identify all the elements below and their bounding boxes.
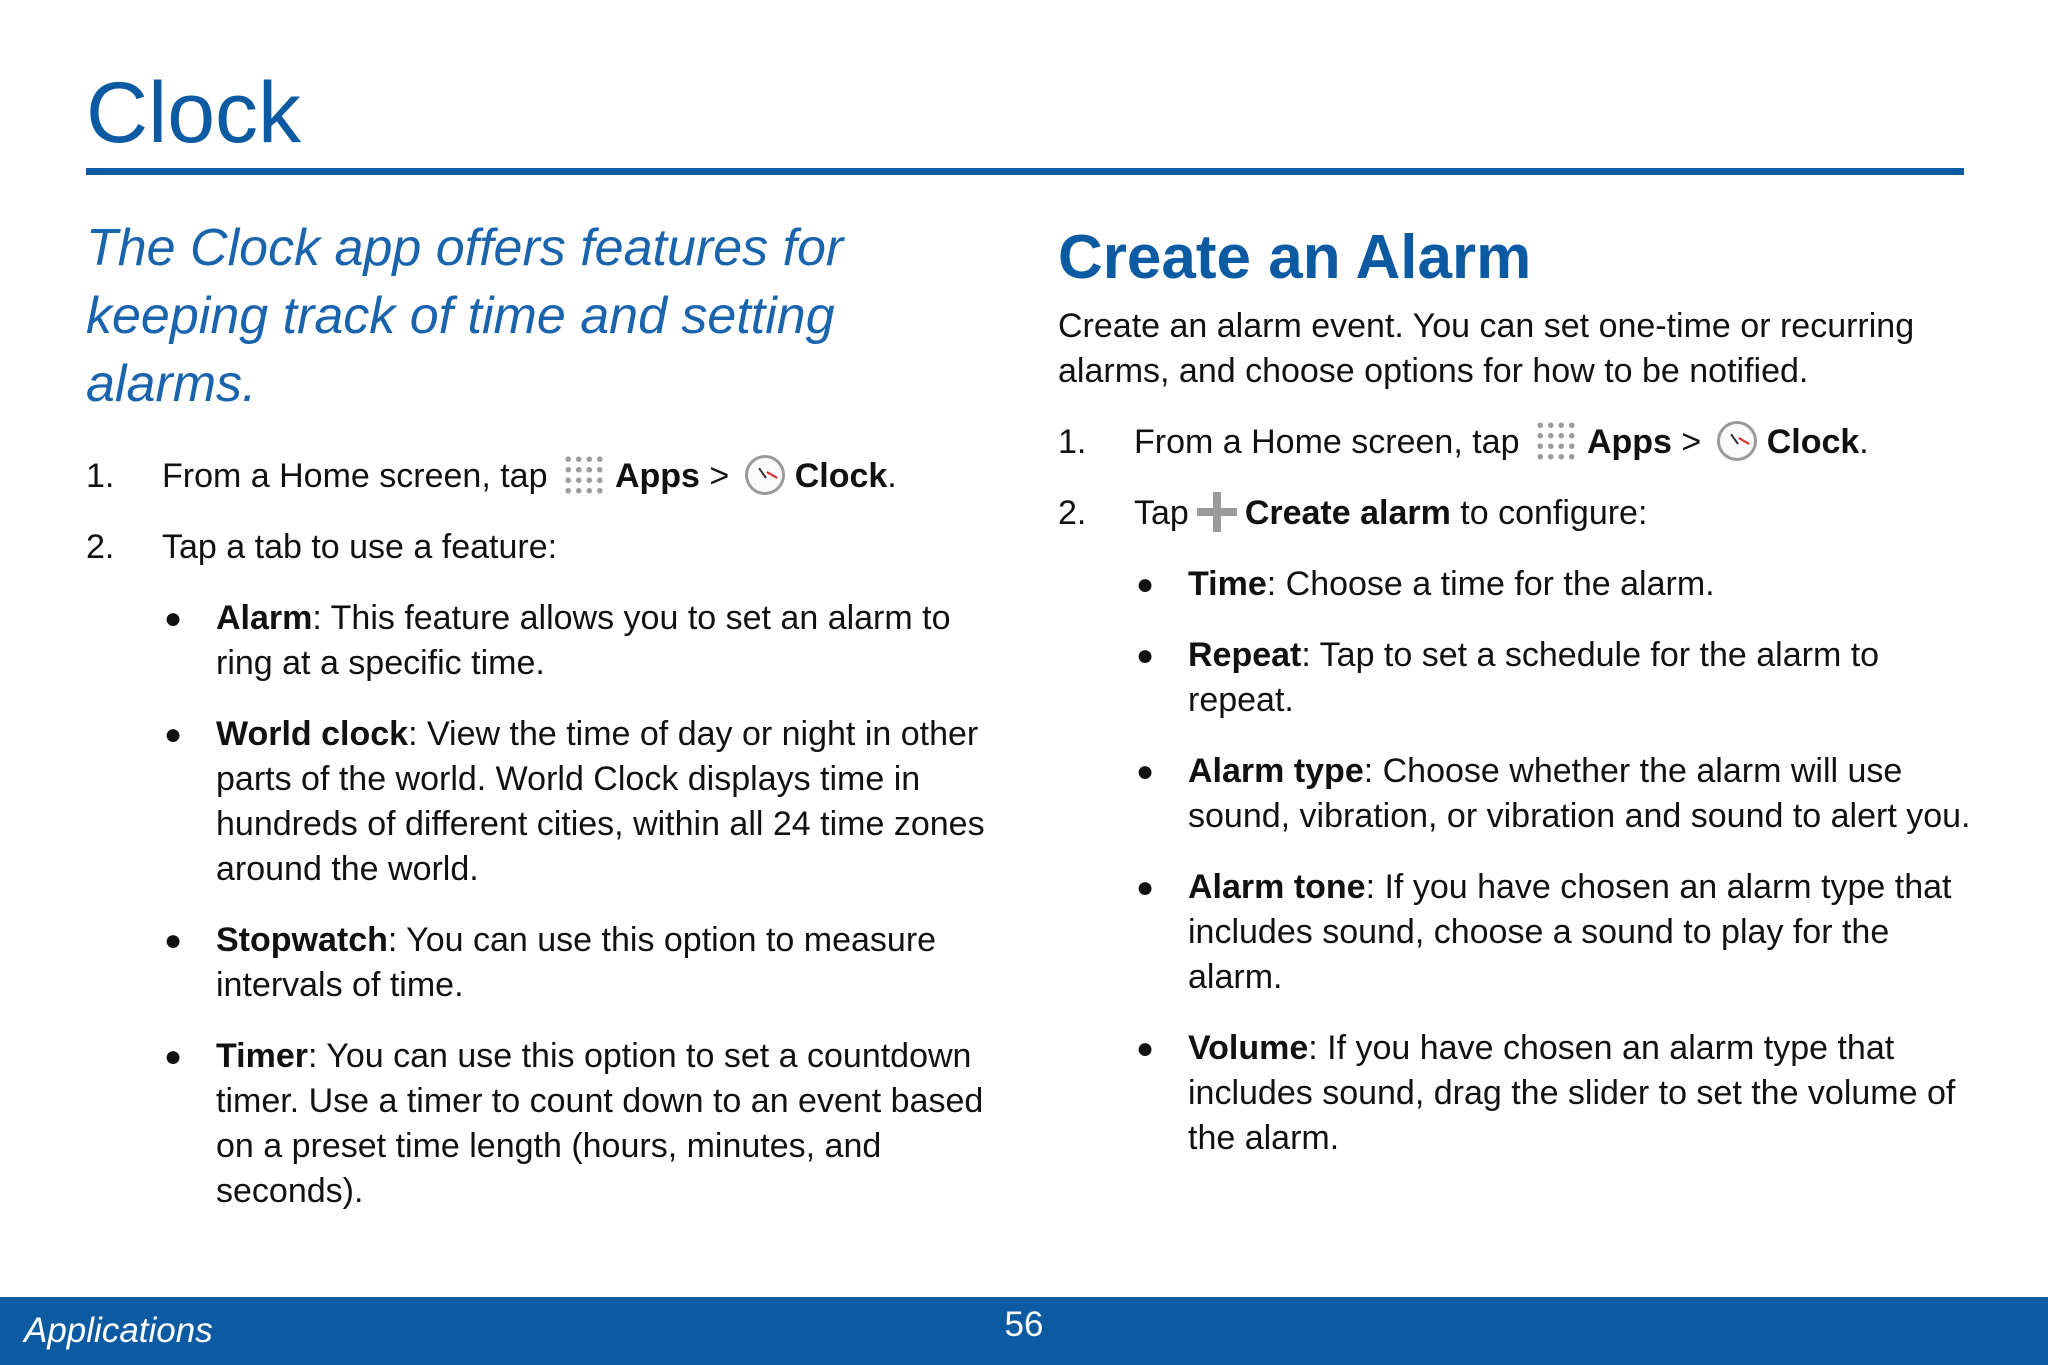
bullet-icon: ● — [164, 1040, 183, 1074]
term-description: : You can use this option to set a countdown timer. Use a timer to count down to an event based on a preset time length (hours, minutes, and seconds). — [216, 1037, 984, 1211]
alarm-options-list — [1134, 562, 1978, 1161]
term-description: : You can use this option to measure intervals of time. — [216, 921, 937, 1005]
bullet-icon: ● — [1136, 568, 1155, 602]
section-description: Create an alarm event. You can set one-time or recurring alarms, and choose options for how to be notified. — [1058, 307, 1915, 390]
step-text: From a Home screen, tap — [162, 457, 548, 495]
term: Stopwatch — [216, 921, 388, 960]
apps-label: Apps — [1586, 423, 1672, 461]
term-description: : Choose whether the alarm will use sound, vibration, or vibration and sound to alert you. — [1188, 752, 1971, 836]
list-item — [162, 712, 1006, 892]
right-step-1 — [1058, 420, 1978, 465]
list-item — [162, 596, 1006, 686]
term-description: : If you have chosen an alarm type that includes sound, choose a sound to play for the alarm. — [1188, 868, 1952, 997]
term-description: : This feature allows you to set an alarm to ring at a specific time. — [216, 599, 951, 683]
left-steps — [86, 454, 1006, 570]
feature-list — [162, 596, 1006, 1214]
apps-grid-icon — [1535, 420, 1577, 462]
intro-text: The Clock app offers features for keeping track of time and setting alarms. — [86, 219, 844, 413]
list-item — [1134, 633, 1978, 723]
step-number: 2. — [86, 528, 115, 567]
right-step-2 — [1058, 491, 1978, 536]
list-item — [1134, 1026, 1978, 1161]
footer-bar — [0, 1297, 2048, 1365]
list-item — [1134, 865, 1978, 1000]
bullet-icon: ● — [1136, 639, 1155, 673]
step-text: Tap a tab to use a feature: — [162, 528, 558, 567]
bullet-icon: ● — [1136, 1032, 1155, 1066]
right-column — [1058, 210, 1978, 1161]
term-description: : Choose a time for the alarm. — [1266, 565, 1715, 604]
page-number: 56 — [1004, 1305, 1044, 1344]
list-item — [162, 1034, 1006, 1214]
clock-label: Clock — [1766, 423, 1860, 461]
section-title: Create an Alarm — [1058, 223, 1532, 292]
path-separator: > — [1681, 423, 1702, 461]
footer-section-label: Applications — [24, 1311, 213, 1350]
title-divider — [86, 168, 1964, 175]
term: Alarm type — [1188, 752, 1364, 791]
left-step-1 — [86, 454, 1006, 499]
clock-icon — [745, 455, 785, 495]
step-text: From a Home screen, tap — [1134, 423, 1520, 461]
step-suffix: . — [887, 457, 897, 495]
step-number: 2. — [1058, 494, 1087, 533]
step-suffix: . — [1859, 423, 1869, 461]
list-item — [1134, 749, 1978, 839]
list-item — [162, 918, 1006, 1008]
apps-label: Apps — [614, 457, 700, 495]
create-alarm-label: Create alarm — [1244, 494, 1451, 533]
bullet-icon: ● — [164, 718, 183, 752]
term: Time — [1188, 565, 1267, 604]
term-description: : If you have chosen an alarm type that includes sound, drag the slider to set the volume of the alarm. — [1188, 1029, 1956, 1158]
right-steps — [1058, 420, 1978, 536]
bullet-icon: ● — [1136, 755, 1155, 789]
term-description: : View the time of day or night in other parts of the world. World Clock displays time in hundreds of different cities, within all 24 time zones around the world. — [216, 715, 985, 889]
term: Volume — [1188, 1029, 1309, 1068]
plus-icon — [1197, 492, 1237, 532]
path-separator: > — [709, 457, 730, 495]
page-title: Clock — [86, 65, 302, 161]
step-suffix: to configure: — [1460, 494, 1648, 533]
term-description: : Tap to set a schedule for the alarm to repeat. — [1188, 636, 1880, 720]
clock-icon — [1717, 421, 1757, 461]
term: Repeat — [1188, 636, 1302, 675]
step-text: Tap — [1134, 494, 1189, 533]
step-number: 1. — [1058, 423, 1087, 461]
left-column — [86, 210, 1006, 1214]
term: Timer — [216, 1037, 308, 1076]
clock-label: Clock — [794, 457, 888, 495]
term: Alarm tone — [1188, 868, 1366, 907]
left-step-2 — [86, 525, 1006, 570]
list-item — [1134, 562, 1978, 607]
bullet-icon: ● — [1136, 871, 1155, 905]
apps-grid-icon — [563, 454, 605, 496]
bullet-icon: ● — [164, 924, 183, 958]
bullet-icon: ● — [164, 602, 183, 636]
term: Alarm — [216, 599, 313, 638]
step-number: 1. — [86, 457, 115, 495]
term: World clock — [216, 715, 409, 754]
